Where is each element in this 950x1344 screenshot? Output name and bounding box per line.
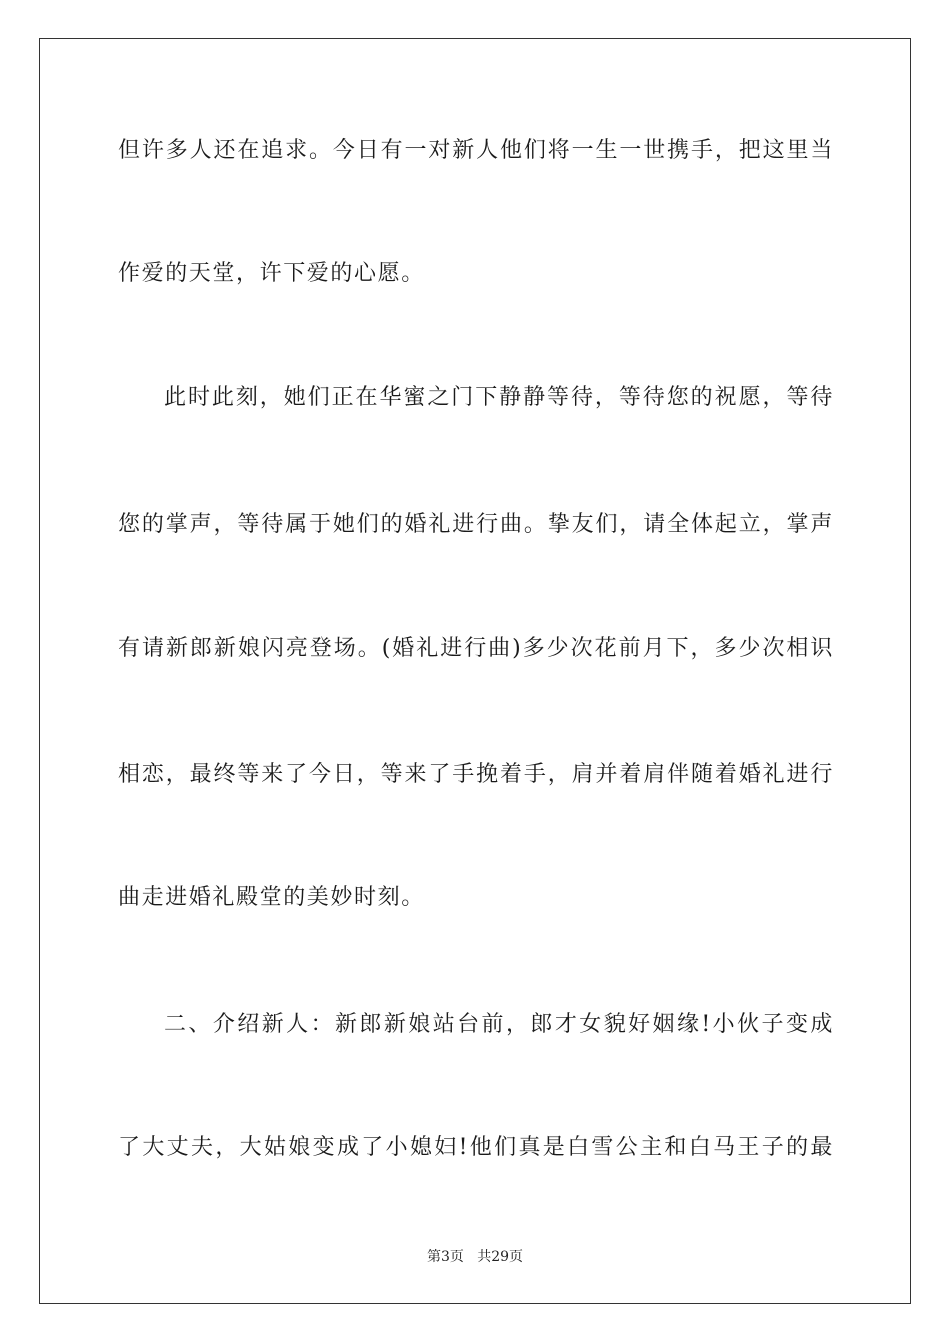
page-number-footer: 第3页 共29页	[426, 1249, 524, 1265]
body-text-line: 曲走进婚礼殿堂的美妙时刻。	[118, 885, 425, 910]
body-text-line: 了大丈夫，大姑娘变成了小媳妇!他们真是白雪公主和白马王子的最	[118, 1135, 834, 1160]
body-text-line: 您的掌声，等待属于她们的婚礼进行曲。挚友们，请全体起立，掌声	[118, 512, 834, 537]
body-text-line: 相恋，最终等来了今日，等来了手挽着手，肩并着肩伴随着婚礼进行	[118, 762, 834, 787]
paragraph-first-line: 此时此刻，她们正在华蜜之门下静静等待，等待您的祝愿，等待	[164, 385, 834, 410]
body-text-line: 作爱的天堂，许下爱的心愿。	[118, 261, 425, 286]
body-text-line: 有请新郎新娘闪亮登场。(婚礼进行曲)多少次花前月下，多少次相识	[118, 636, 834, 661]
body-text-line: 但许多人还在追求。今日有一对新人他们将一生一世携手，把这里当	[118, 138, 834, 163]
paragraph-first-line: 二、介绍新人：新郎新娘站台前，郎才女貌好姻缘!小伙子变成	[164, 1012, 834, 1037]
page-border	[39, 38, 911, 1304]
